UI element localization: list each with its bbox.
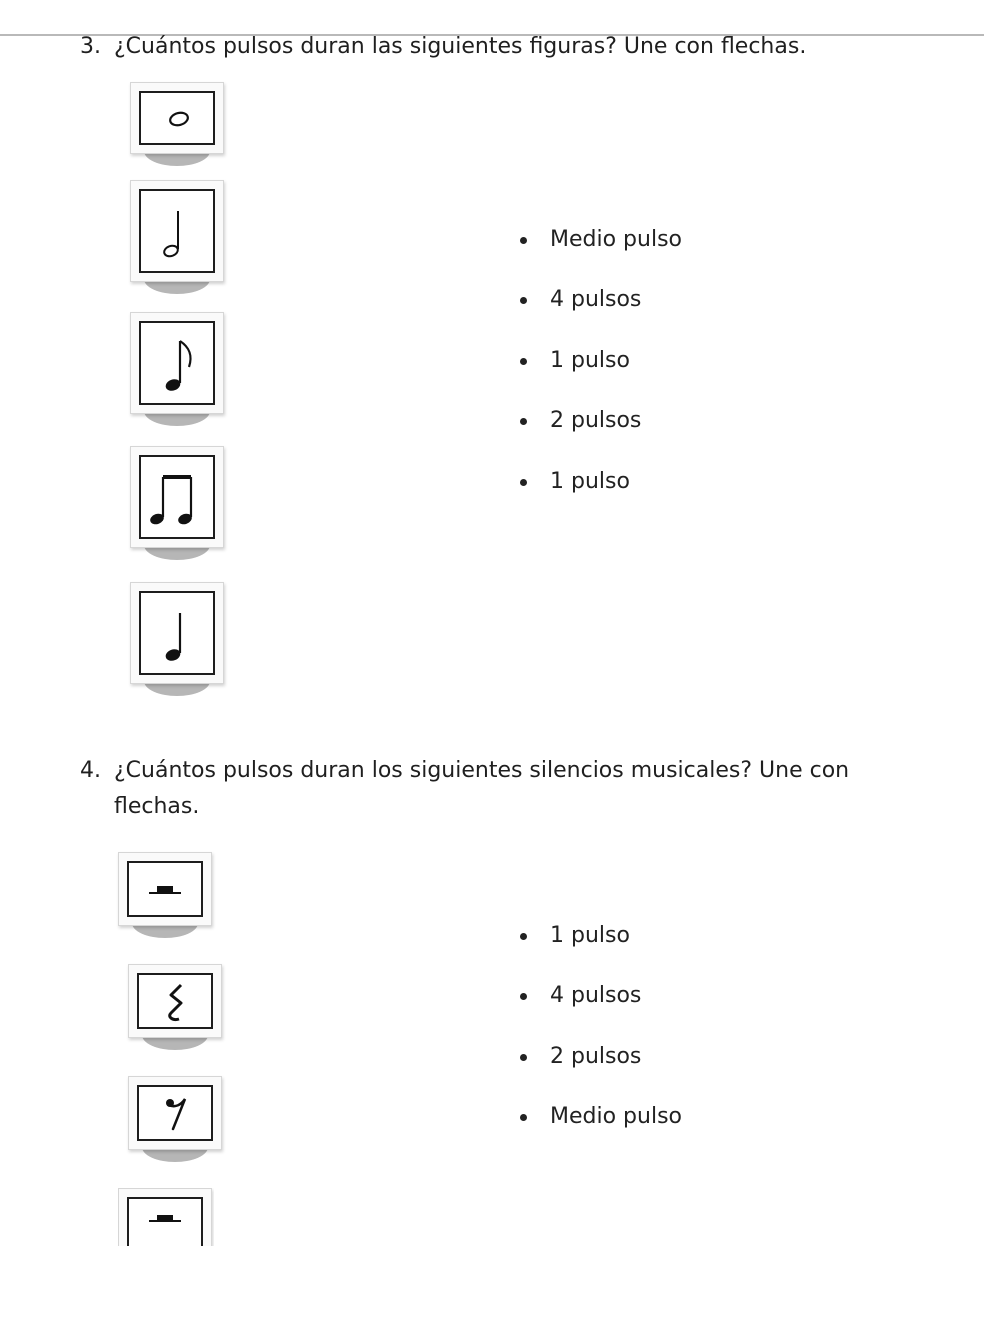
option-label: 2 pulsos — [550, 408, 642, 434]
option-item — [516, 468, 682, 528]
option-item — [516, 982, 682, 1042]
question-3 — [80, 30, 960, 66]
quarter-note-icon — [131, 583, 223, 683]
rest-card-quarter-rest — [128, 964, 224, 1036]
whole-rest-icon — [119, 1189, 211, 1246]
question-4-text-line1: ¿Cuántos pulsos duran los siguientes silencios musicales? Une con — [114, 758, 850, 783]
figure-card-half-note — [130, 180, 226, 280]
eighth-note-icon — [131, 313, 223, 413]
question-3-number: 3. — [80, 34, 101, 59]
whole-note-icon — [131, 83, 223, 153]
option-label: 1 pulso — [550, 347, 630, 373]
figure-card-eighth-note — [130, 312, 226, 412]
option-item — [516, 286, 682, 346]
figure-card-quarter-note — [130, 582, 226, 682]
rest-card-half-rest — [118, 852, 214, 924]
quarter-rest-icon — [129, 965, 221, 1037]
eighth-rest-icon — [129, 1077, 221, 1149]
question-4-text-line2: flechas. — [114, 794, 200, 819]
option-label: 2 pulsos — [550, 1043, 642, 1069]
option-label: 4 pulsos — [550, 287, 642, 313]
half-rest-icon — [119, 853, 211, 925]
option-label: 1 pulso — [550, 923, 630, 948]
figure-card-whole-note — [130, 82, 226, 152]
option-label: Medio pulso — [550, 227, 682, 252]
option-item — [516, 1103, 682, 1163]
option-item — [516, 922, 682, 982]
option-label: 1 pulso — [550, 468, 630, 494]
option-item — [516, 407, 682, 467]
question-3-options — [516, 226, 682, 528]
question-3-text: ¿Cuántos pulsos duran las siguientes figuras? Une con flechas. — [114, 34, 807, 59]
rest-card-eighth-rest — [128, 1076, 224, 1148]
figure-card-two-eighth-notes — [130, 446, 226, 546]
option-label: Medio pulso — [550, 1104, 682, 1130]
question-4 — [80, 754, 960, 826]
question-4-number: 4. — [80, 758, 101, 783]
half-note-icon — [131, 181, 223, 281]
question-4-options — [516, 922, 682, 1164]
option-item — [516, 347, 682, 407]
option-label: 4 pulsos — [550, 983, 642, 1009]
two-eighth-notes-icon — [131, 447, 223, 547]
option-item — [516, 226, 682, 286]
option-item — [516, 1043, 682, 1103]
rest-card-whole-rest — [118, 1188, 214, 1246]
